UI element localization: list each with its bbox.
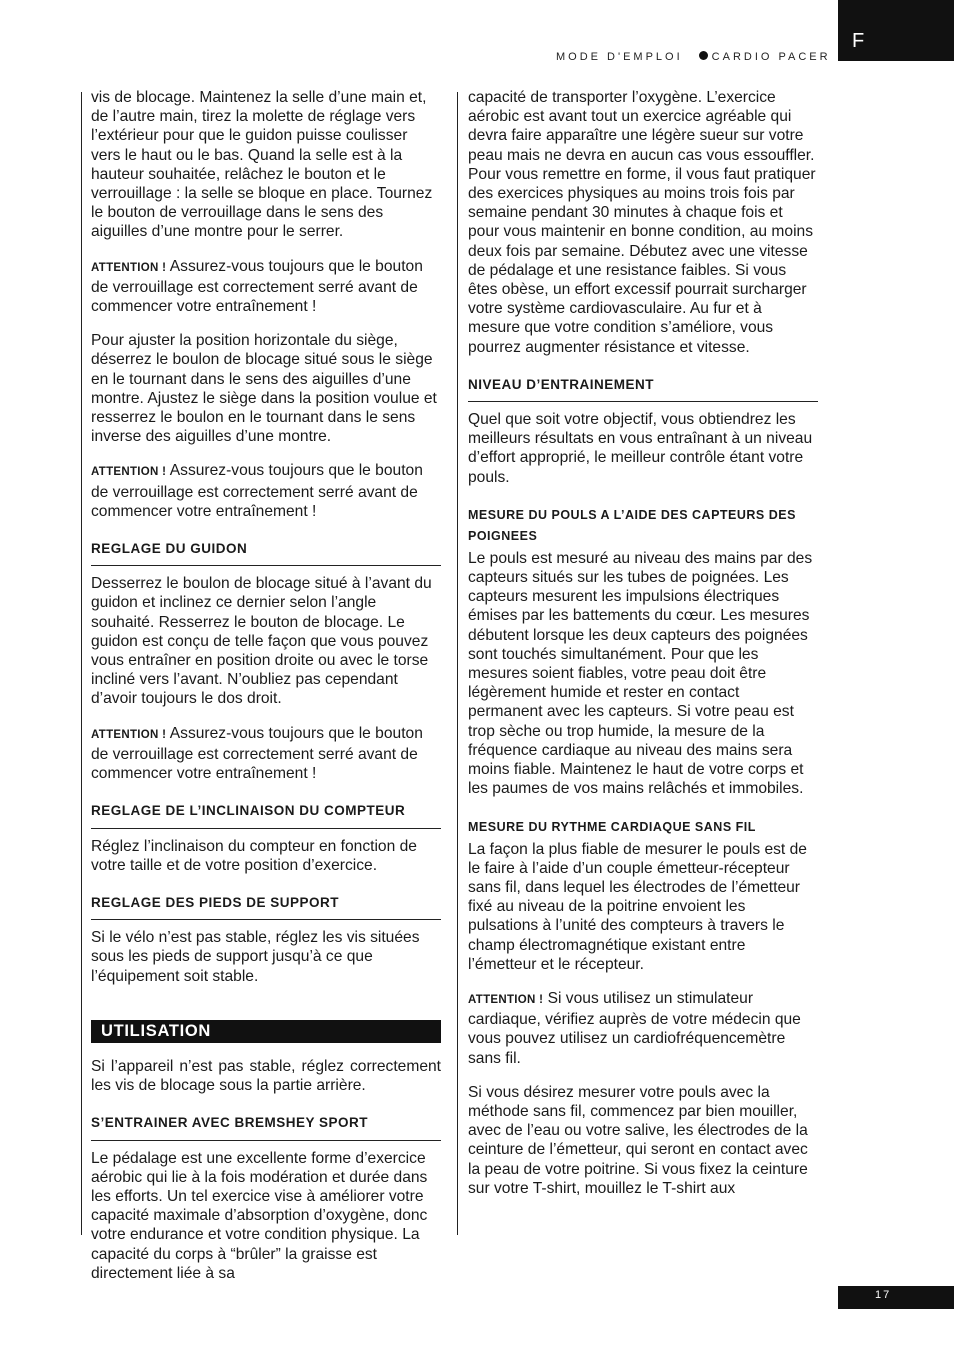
paragraph: capacité de transporter l’oxygène. L’exercice aérobic est avant tout un exercice agréable qui devra faire apparaître une légère sueur sur votre peau mais ne devra en aucun cas vous essouffler. Pour vous remettre en forme, il vous faut pratiquer des exercices physiques au moins trois fois par semaine pendant 30 minutes à chaque fois et pour vous maintenir en bonne condition, au moins deux fois par semaine. Débutez avec une vitesse de pédalage et une resistance faibles. Si vous êtes obèse, un effort excessif pourrait surcharger votre système cardiovasculaire. Au fur et à mesure que votre condition s’améliore, vous pourrez augmenter résistance et vitesse. bbox=[468, 89, 816, 356]
paragraph: Si vous désirez mesurer votre pouls avec la méthode sans fil, commencez par bien mouiller, avec de l’eau ou votre salive, les électrodes de la ceinture de l’émetteur, qui seront en contact avec la peau de votre poitrine. Si vous fixez la ceinture sur votre T-shirt, mouillez le T-shirt aux bbox=[468, 1083, 808, 1197]
section-heading-niveau: NIVEAU D’ENTRAINEMENT bbox=[468, 375, 818, 402]
attention-text: Assurez-vous toujours que le bouton de verrouillage est correctement serré avant de commencer votre entraînement ! bbox=[91, 462, 423, 520]
attention-text: Assurez-vous toujours que le bouton de verrouillage est correctement serré avant de commencer votre entraînement ! bbox=[91, 724, 423, 783]
attention-text: Si vous utilisez un stimulateur cardiaque, vérifiez auprès de votre médecin que vous pouvez utilisez un cardiofréquencemètre sans fil. bbox=[468, 989, 801, 1067]
left-column-rule bbox=[81, 92, 82, 1235]
attention-note bbox=[468, 989, 818, 1068]
section-heading-capteurs: MESURE DU POULS A L’AIDE DES CAPTEURS DES POIGNEES bbox=[468, 507, 796, 543]
attention-label: ATTENTION ! bbox=[91, 728, 167, 741]
paragraph: Le pédalage est une excellente forme d’exercice aérobic qui lie à la fois modération et durée dans les efforts. Un tel exercice vise à améliorer votre capacité maximale d’absorption d’oxygène, donc votre endurance et votre condition physique. La capacité du corps à “brûler” la graisse est directement liée à sa bbox=[91, 1149, 428, 1282]
attention-label: ATTENTION ! bbox=[91, 261, 167, 274]
attention-note bbox=[91, 724, 441, 784]
section-heading-pieds: REGLAGE DES PIEDS DE SUPPORT bbox=[91, 893, 441, 920]
paragraph: Desserrez le boulon de blocage situé à l’avant du guidon et inclinez ce dernier selon l’angle souhaité. Resserrez le bouton de blocage. Le guidon est conçu de telle façon que vous pouvez vous entraîner en position droite ou avec le torse incliné vers l’avant. N’oubliez pas cependant d’avoir toujours le dos droit. bbox=[91, 575, 432, 708]
manual-label: MODE D'EMPLOI bbox=[556, 51, 683, 63]
section-heading-guidon: REGLAGE DU GUIDON bbox=[91, 539, 441, 566]
section-heading-sans-fil: MESURE DU RYTHME CARDIAQUE SANS FIL bbox=[468, 819, 756, 834]
paragraph: Quel que soit votre objectif, vous obtiendrez les meilleurs résultats en vous entraînant à un niveau d’effort approprié, le meilleur contrôle étant votre pouls. bbox=[468, 411, 813, 486]
paragraph: Réglez l’inclinaison du compteur en fonction de votre taille et de votre position d’exercice. bbox=[91, 837, 417, 874]
paragraph: Le pouls est mesuré au niveau des mains par des capteurs situés sur les tubes de poignées. Les capteurs mesurent les impulsions électriques émises par les battements du cœur. Les mesures débutent lorsque les deux capteurs des poignées sont touchés simultanément. Pour que les mesures soient fiables, votre peau doit être légèrement humide et rester en contact permanent avec les capteurs. Si votre peau est trop sèche ou trop humide, la mesure de la fréquence cardiaque au niveau des mains sera moins fiable. Maintenez le haut de votre corps et les paumes de vos mains relâchés et immobiles. bbox=[468, 549, 813, 798]
paragraph: vis de blocage. Maintenez la selle d’une main et, de l’autre main, tirez la molette de réglage vers l’extérieur pour que le guidon puisse coulisser vers le haut ou le bas. Quand la selle est à la hauteur souhaitée, relâchez le bouton et le verrouillage : la selle se bloque en place. Tournez le bouton de verrouillage dans le sens des aiguilles d’une montre pour le serrer. bbox=[91, 89, 433, 241]
attention-note bbox=[91, 257, 441, 317]
paragraph: La façon la plus fiable de mesurer le pouls est de le faire à l’aide d’un couple émetteur-récepteur sans fil, dans lequel les électrodes de l’émetteur fixé au niveau de la poitrine envoient les pulsations à l’unité des compteurs à travers le champ électromagnétique existant entre l’émetteur et le récepteur. bbox=[468, 840, 807, 973]
left-column bbox=[91, 88, 441, 1298]
section-heading-bremshey: S’ENTRAINER AVEC BREMSHEY SPORT bbox=[91, 1113, 441, 1140]
center-column-rule bbox=[457, 92, 458, 1235]
attention-label: ATTENTION ! bbox=[91, 466, 167, 479]
attention-note bbox=[91, 461, 441, 521]
paragraph: Si le vélo n’est pas stable, réglez les vis situées sous les pieds de support jusqu’à ce que l’équipement soit stable. bbox=[91, 929, 420, 985]
section-heading-compteur: REGLAGE DE L’INCLINAISON DU COMPTEUR bbox=[91, 801, 441, 828]
attention-label: ATTENTION ! bbox=[468, 993, 544, 1006]
language-tab bbox=[838, 0, 954, 61]
page-number-box bbox=[838, 1286, 954, 1309]
right-column bbox=[468, 88, 818, 1213]
paragraph: Pour ajuster la position horizontale du siège, déserrez le boulon de blocage situé sous le siège en le tournant dans le sens des aiguilles d’une montre. Ajustez le siège dans la position voulue et resserrez le boulon en le tournant dans le sens inverse des aiguilles d’une montre. bbox=[91, 332, 437, 446]
page-number: 17 bbox=[875, 1289, 892, 1301]
language-tab-label: F bbox=[852, 30, 865, 52]
section-bar-utilisation: UTILISATION bbox=[91, 1020, 441, 1043]
bullet-dot-icon bbox=[699, 51, 708, 60]
running-header bbox=[556, 51, 831, 63]
attention-text: Assurez-vous toujours que le bouton de verrouillage est correctement serré avant de commencer votre entraînement ! bbox=[91, 257, 423, 316]
product-label: CARDIO PACER bbox=[711, 51, 831, 63]
paragraph: Si l’appareil n’est pas stable, réglez correctement les vis de blocage sous la partie arrière. bbox=[91, 1057, 441, 1095]
